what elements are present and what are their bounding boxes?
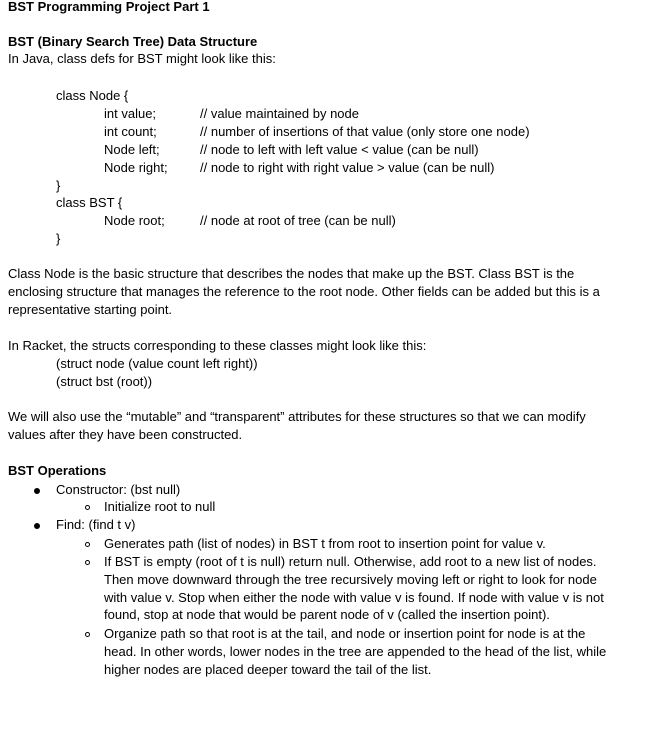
bullet-circle-icon [85,632,90,637]
paragraph-line: values after they have been constructed. [8,427,243,442]
code-field-comment: // node to right with right value > value (can be null) [200,160,495,175]
op-sub-item: Initialize root to null [104,499,216,514]
op-sub-item-line: If BST is empty (root of t is null) return null. Otherwise, add root to a new list of nodes. [104,554,597,569]
code-bst-open: class BST { [56,195,123,210]
code-field-comment: // value maintained by node [200,106,359,121]
code-root-comment: // node at root of tree (can be null) [200,213,396,228]
bullet-disc-icon [34,488,40,494]
op-sub-item-line: head. In other words, lower nodes in the tree are appended to the head of the list, while [104,644,607,659]
section-heading-bst: BST (Binary Search Tree) Data Structure [8,34,258,49]
section-heading-operations: BST Operations [8,463,107,478]
code-close-brace: } [56,231,61,246]
code-field-decl: Node left; [104,142,160,157]
bullet-circle-icon [85,560,90,565]
paragraph-line: representative starting point. [8,302,173,317]
paragraph-line: enclosing structure that manages the reference to the root node. Other fields can be added but this is a [8,284,600,299]
paragraph-line: Class Node is the basic structure that describes the nodes that make up the BST. Class BST is the [8,266,575,281]
bullet-circle-icon [85,542,90,547]
code-field-decl: int value; [104,106,157,121]
racket-struct-line: (struct bst (root)) [56,374,153,389]
op-sub-item: Generates path (list of nodes) in BST t from root to insertion point for value v. [104,536,546,551]
code-field-comment: // node to left with left value < value (can be null) [200,142,479,157]
paragraph-line: We will also use the “mutable” and “transparent” attributes for these structures so that we can modify [8,409,586,424]
racket-intro: In Racket, the structs corresponding to these classes might look like this: [8,338,427,353]
racket-struct-line: (struct node (value count left right)) [56,356,258,371]
intro-text: In Java, class defs for BST might look like this: [8,51,276,66]
op-sub-item-line: Then move downward through the tree recursively moving left or right to look for node [104,572,597,587]
op-sub-item-line: Organize path so that root is at the tail, and node or insertion point for node is at the [104,626,586,641]
code-root-decl: Node root; [104,213,165,228]
op-constructor-label: Constructor: (bst null) [56,482,181,497]
op-sub-item-line: higher nodes are placed deeper toward the tail of the list. [104,662,432,677]
code-node-open: class Node { [56,88,129,103]
op-find-label: Find: (find t v) [56,517,136,532]
op-sub-item-line: found, stop at node that would be parent node of v (called the insertion point). [104,607,550,622]
code-field-comment: // number of insertions of that value (only store one node) [200,124,530,139]
bullet-circle-icon [85,505,90,510]
bullet-disc-icon [34,523,40,529]
op-sub-item-line: with value v. Stop when either the node with value v is found. If node with value v is not [104,590,604,605]
code-field-decl: int count; [104,124,157,139]
code-field-decl: Node right; [104,160,168,175]
code-close-brace: } [56,178,61,193]
page-title: BST Programming Project Part 1 [8,0,210,14]
